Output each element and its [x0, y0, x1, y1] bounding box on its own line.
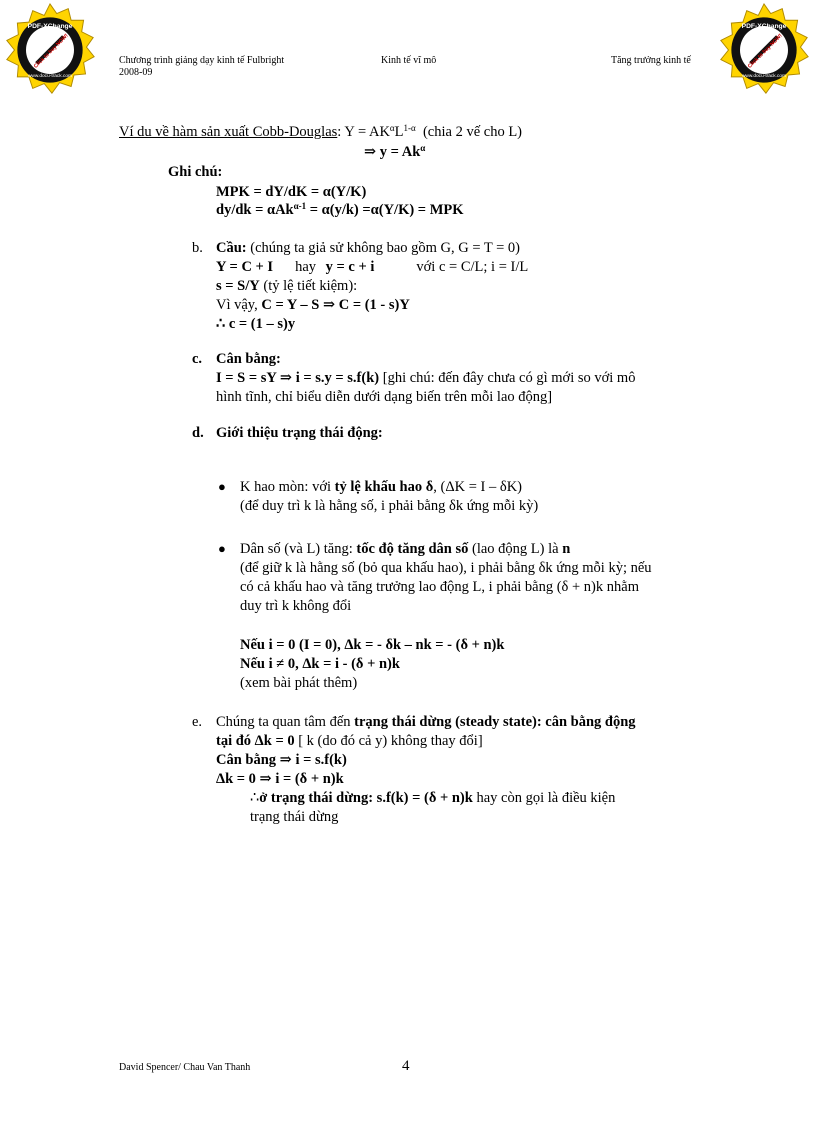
section-c-title: Cân bằng: — [216, 351, 281, 367]
header-course: Kinh tế vĩ mô — [381, 55, 437, 66]
steady-state-conclusion-line2: trạng thái dừng — [250, 809, 339, 825]
cobb-douglas-line: Ví du về hàm sản xuất Cobb-Douglas: $Y = AK^\alpha L^{1-\alpha}$ (chia 2 vế cho L) — [119, 123, 523, 140]
footer-author: David Spencer/ Chau Van Thanh — [119, 1062, 251, 1073]
section-c-letter: c. — [192, 351, 203, 367]
c-eq-line: Vì vậy, C = Y – S ⇒ C = (1 - s)Y — [216, 297, 410, 313]
bullet-icon: ● — [218, 541, 226, 556]
mpk-eq: MPK = dY/dK = α(Y/K) — [216, 184, 367, 200]
section-d-title: Giới thiệu trạng thái động: — [216, 425, 383, 441]
section-e-letter: e. — [192, 714, 203, 730]
equilibrium-note-line2: hình tĩnh, chỉ biểu diễn dưới dạng biến trên mỗi lao động] — [216, 389, 553, 405]
bullet-icon: ● — [218, 479, 226, 494]
dy-dk-eq: dy/dk = αAk$^{\alpha-1}$ = α(y/k) =α(Y/K) = MPK — [216, 201, 464, 218]
delta-k-zero-eq: Δk = 0 ⇒ i = (δ + n)k — [216, 771, 344, 787]
badge-mid-text: Click to buy NOW! — [746, 32, 784, 70]
per-worker-eq: ⇒ $y = Ak^\alpha$ — [364, 143, 426, 160]
if-i-zero-eq: Nếu i = 0 (I = 0), Δk = - δk – nk = - (δ + n)k — [240, 637, 505, 653]
steady-state-line1: Chúng ta quan tâm đến trạng thái dừng (steady state): cân bằng động — [216, 714, 636, 730]
badge-top-text: PDF-XChange — [27, 22, 73, 30]
section-d-letter: d. — [192, 425, 204, 441]
bullet-population: ● Dân số (và L) tăng: tốc độ tăng dân số (lao động L) là n — [218, 541, 571, 557]
ghi-chu-label: Ghi chú: — [168, 164, 223, 180]
if-i-nonzero-eq: Nếu i ≠ 0, Δk = i - (δ + n)k — [240, 656, 400, 672]
badge-bottom-text: www.docu-track.com — [27, 73, 73, 79]
section-b-letter: b. — [192, 240, 203, 256]
steady-state-conclusion: ∴ở trạng thái dừng: s.f(k) = (δ + n)k hay còn gọi là điều kiện — [250, 790, 616, 806]
page-number: 4 — [402, 1058, 410, 1074]
equilibrium-eq-line: I = S = sY ⇒ i = s.y = s.f(k) [ghi chú: đến đây chưa có gì mới so với mô — [216, 370, 636, 386]
y-c-i-line: Y = C + I hay y = c + i với c = C/L; i = I/L — [216, 259, 529, 275]
balance-eq: Cân bằng ⇒ i = s.f(k) — [216, 752, 347, 768]
c-small-eq: ∴ c = (1 – s)y — [216, 316, 296, 332]
savings-rate-line: s = S/Y (tỷ lệ tiết kiệm): — [216, 278, 358, 294]
badge-mid-text: Click to buy NOW! — [32, 32, 70, 70]
population-line2: (để giữ k là hằng số (bỏ qua khấu hao), i phải bằng δk ứng mỗi kỳ; nếu — [240, 560, 652, 576]
badge-top-text: PDF-XChange — [741, 22, 787, 30]
section-b-title-line: Cầu: (chúng ta giả sử không bao gồm G, G = T = 0) — [216, 240, 520, 256]
header-program: Chương trình giảng dạy kinh tế Fulbright — [119, 55, 285, 66]
header-year: 2008-09 — [119, 67, 153, 78]
steady-state-line2: tại đó Δk = 0 [ k (do đó cả y) không thay đổi] — [216, 733, 483, 749]
badge-bottom-text: www.docu-track.com — [741, 73, 787, 79]
pdf-xchange-badge-right[interactable] — [716, 2, 812, 98]
cobb-douglas-title: Ví du về hàm sản xuất Cobb-Douglas — [119, 124, 338, 140]
header-topic: Tăng trưởng kinh tế — [611, 55, 691, 66]
see-handout: (xem bài phát thêm) — [240, 675, 358, 691]
cobb-eq: Y = AK — [344, 124, 390, 140]
bullet-depreciation: ● K hao mòn: với tỷ lệ khấu hao δ, (ΔK = I – δK) — [218, 479, 523, 495]
population-line3: có cả khấu hao và tăng trưởng lao động L, i phải bằng (δ + n)k nhằm — [240, 579, 639, 595]
header-left — [119, 55, 284, 79]
cobb-note: (chia 2 vế cho L) — [422, 124, 523, 140]
pdf-xchange-badge-left[interactable] — [2, 2, 98, 98]
depreciation-line2: (để duy trì k là hằng số, i phải bằng δk ứng mỗi kỳ) — [240, 498, 539, 514]
population-line4: duy trì k không đổi — [240, 598, 352, 614]
